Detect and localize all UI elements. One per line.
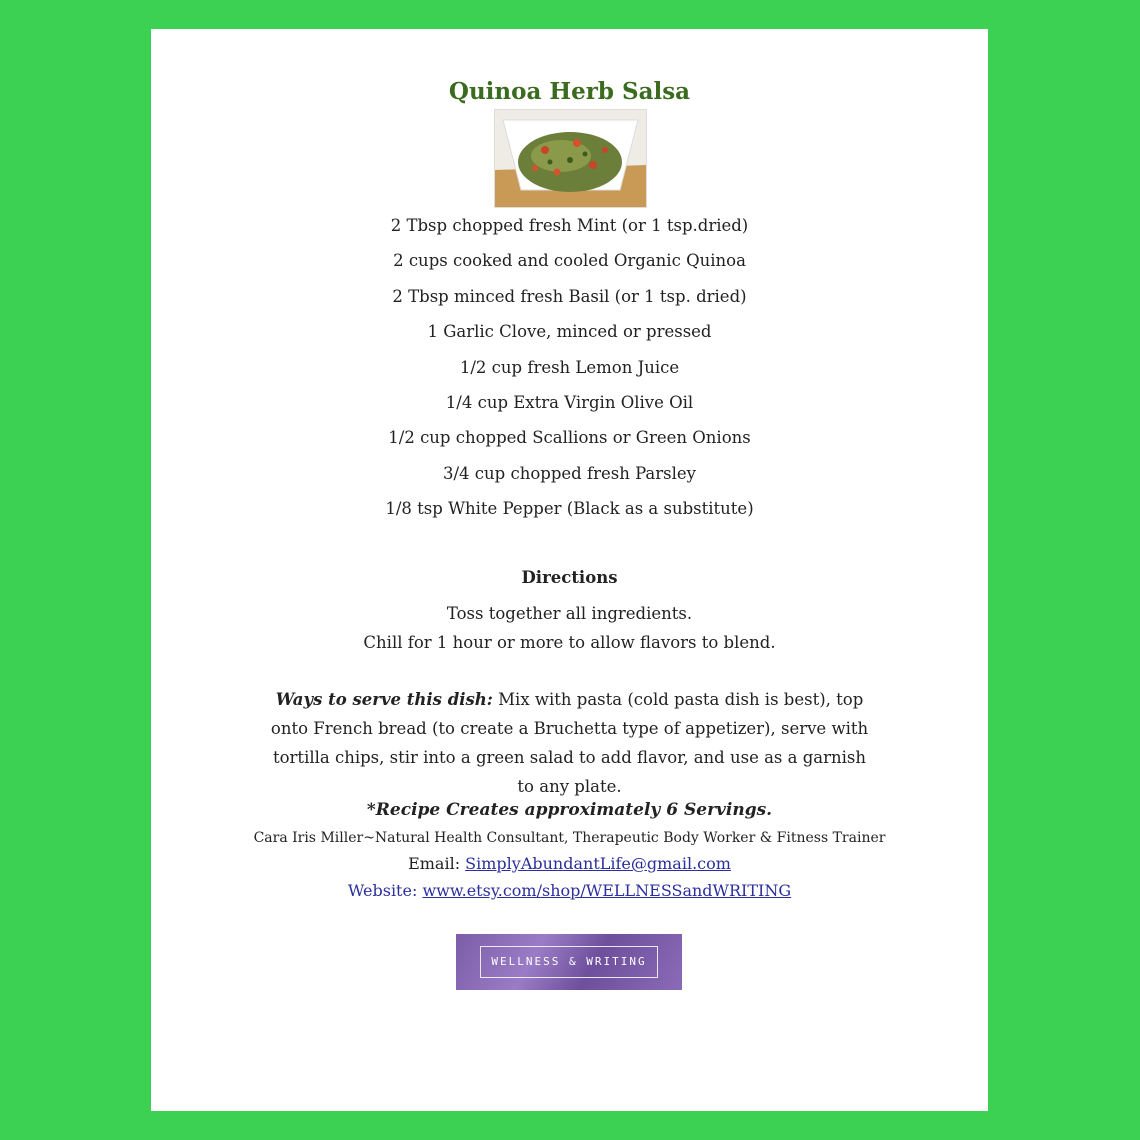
email-line — [151, 852, 988, 876]
servings-note: *Recipe Creates approximately 6 Servings. — [366, 800, 773, 820]
website-link[interactable]: www.etsy.com/shop/WELLNESSandWRITING — [422, 881, 792, 900]
ingredient-item: 2 Tbsp minced fresh Basil (or 1 tsp. dried) — [392, 286, 747, 306]
direction-step-1: Toss together all ingredients. — [446, 604, 693, 623]
ingredient-item: 1/2 cup chopped Scallions or Green Onions — [388, 428, 751, 448]
ingredient-item: 2 cups cooked and cooled Organic Quinoa — [393, 251, 746, 271]
ingredient-item: 2 Tbsp chopped fresh Mint (or 1 tsp.dried) — [390, 216, 749, 235]
website-label: Website: — [347, 881, 423, 900]
recipe-title: Quinoa Herb Salsa — [448, 78, 691, 105]
salsa-bowl-image — [495, 110, 646, 207]
ingredient-item: 1/2 cup fresh Lemon Juice — [459, 357, 680, 377]
serving-suggestions-text: Mix with pasta (cold pasta dish is best), top onto French bread (to create a Bruchetta type of appetizer), serve with tortilla chips, stir into a green salad to add flavor, and use as a garnish to any plate. — [270, 690, 869, 796]
email-label: Email: — [408, 854, 466, 873]
email-link[interactable]: SimplyAbundantLife@gmail.com — [465, 854, 731, 873]
ingredients-list — [151, 211, 988, 530]
author-credit: Cara Iris Miller~Natural Health Consultant, Therapeutic Body Worker & Fitness Trainer — [253, 830, 886, 846]
serving-suggestions-label: Ways to serve this dish: — [275, 690, 493, 709]
direction-step-2: Chill for 1 hour or more to allow flavors to blend. — [363, 633, 776, 652]
recipe-page — [151, 29, 988, 1111]
salsa-photo — [494, 109, 647, 208]
website-line — [151, 879, 988, 903]
directions-heading: Directions — [521, 568, 618, 587]
logo-text: WELLNESS & WRITING — [491, 955, 647, 968]
ingredient-item: 1 Garlic Clove, minced or pressed — [427, 322, 712, 342]
serving-suggestions — [269, 685, 870, 801]
ingredient-item: 1/8 tsp White Pepper (Black as a substitute) — [385, 499, 754, 519]
ingredient-item: 1/4 cup Extra Virgin Olive Oil — [445, 392, 694, 412]
ingredient-item: 3/4 cup chopped fresh Parsley — [443, 463, 696, 483]
wellness-writing-logo — [456, 934, 682, 990]
